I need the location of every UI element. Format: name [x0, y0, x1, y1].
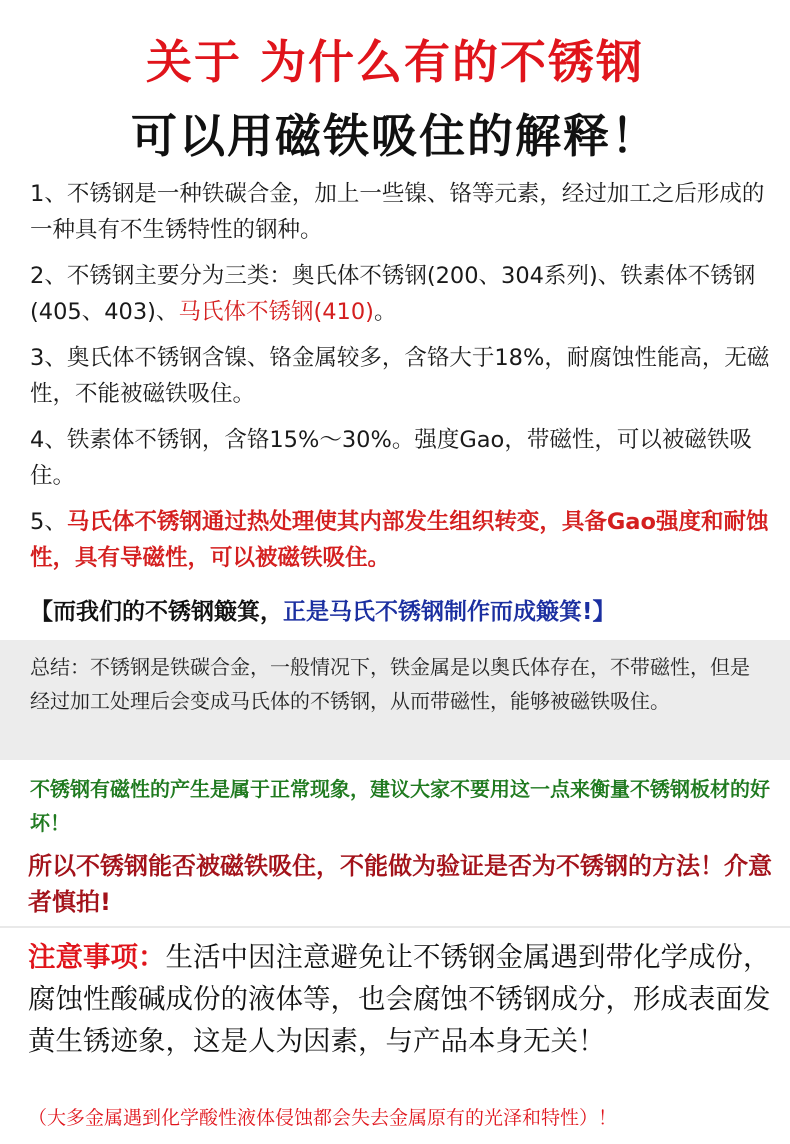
product-statement-highlight: 正是马氏不锈钢制作而成簸箕!】	[283, 599, 616, 625]
point-3: 3、奥氏体不锈钢含镍、铬金属较多，含铬大于18%，耐腐蚀性能高，无磁性，不能被磁铁吸住。	[30, 345, 770, 407]
point-2-text: 2、不锈钢主要分为三类：奥氏体不锈钢(200、304系列)、铁素体不锈钢(405、403)、	[30, 263, 756, 325]
footnote: （大多金属遇到化学酸性液体侵蚀都会失去金属原有的光泽和特性）！	[28, 1107, 618, 1129]
green-note: 不锈钢有磁性的产生是属于正常现象，建议大家不要用这一点来衡量不锈钢板材的好坏！	[30, 777, 770, 835]
notice-section	[28, 936, 778, 1062]
point-2-highlight: 马氏体不锈钢(410)	[178, 299, 374, 325]
point-1: 1、不锈钢是一种铁碳合金，加上一些镍、铬等元素，经过加工之后形成的一种具有不生锈特性的钢种。	[30, 181, 765, 243]
title-line-2: 可以用磁铁吸住的解释！	[131, 109, 659, 163]
point-5-highlight: 马氏体不锈钢通过热处理使其内部发生组织转变，具备Gao强度和耐蚀性，具有导磁性，可以被磁铁吸住。	[30, 509, 769, 571]
product-statement-lead: 【而我们的不锈钢簸箕，	[30, 599, 283, 625]
title-line-1: 关于 为什么有的不锈钢	[145, 35, 644, 89]
point-2	[30, 258, 770, 330]
point-2-end: 。	[373, 299, 397, 325]
divider	[0, 926, 790, 928]
point-5	[30, 504, 770, 576]
point-5-number: 5、	[30, 509, 67, 535]
product-statement	[30, 594, 770, 630]
summary-box	[0, 640, 790, 760]
notice-text: 生活中因注意避免让不锈钢金属遇到带化学成份，腐蚀性酸碱成份的液体等，也会腐蚀不锈钢成分，形成表面发黄生锈迹象，这是人为因素，与产品本身无关！	[28, 941, 771, 1057]
notice-label: 注意事项：	[28, 941, 166, 973]
point-4: 4、铁素体不锈钢，含铬15%～30%。强度Gao，带磁性，可以被磁铁吸住。	[30, 427, 752, 489]
summary-text: 总结：不锈钢是铁碳合金，一般情况下，铁金属是以奥氏体存在，不带磁性，但是经过加工处理后会变成马氏体的不锈钢，从而带磁性，能够被磁铁吸住。	[30, 655, 750, 713]
red-warning: 所以不锈钢能否被磁铁吸住，不能做为验证是否为不锈钢的方法！介意者慎拍!	[28, 852, 772, 916]
